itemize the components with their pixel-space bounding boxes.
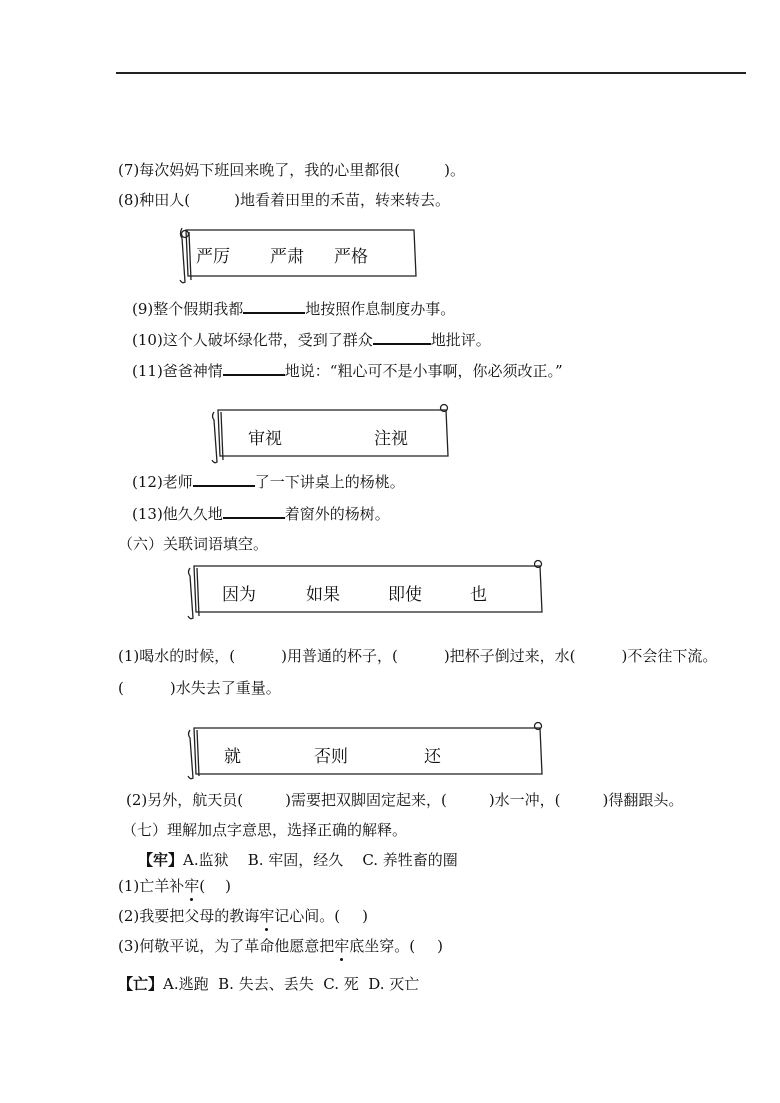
header-rule <box>116 72 746 74</box>
section-7-title: （七）理解加点字意思，选择正确的解释。 <box>122 821 408 839</box>
word-option: 还 <box>424 747 441 767</box>
word-option: 严厉 <box>196 247 230 267</box>
question-11: (11)爸爸神情 地说：“粗心可不是小事啊，你必须改正。” <box>132 362 563 380</box>
word-option: 否则 <box>314 747 348 767</box>
answer-blank[interactable] <box>193 471 255 487</box>
word-scroll-1 <box>176 222 420 284</box>
wang-definitions: 【亡】A.逃跑 B. 失去、丢失 C. 死 D. 灭亡 <box>118 975 420 993</box>
scroll-frame-icon <box>208 402 452 464</box>
section-6-question-2: (2)另外，航天员( )需要把双脚固定起来，( )水一冲，( )得翻跟头。 <box>126 791 684 809</box>
question-9: (9)整个假期我都 地按照作息制度办事。 <box>132 300 456 318</box>
emphasis-dot-char: 牢 <box>259 907 275 925</box>
section-6-question-1: (1)喝水的时候，( )用普通的杯子，( )把杯子倒过来，水( )不会往下流。 <box>118 647 718 665</box>
word-option: 注视 <box>374 429 408 449</box>
word-option: 如果 <box>306 585 340 605</box>
question-8: (8)种田人( )地看着田里的禾苗，转来转去。 <box>118 191 450 209</box>
word-option: 也 <box>470 585 487 605</box>
question-10: (10)这个人破坏绿化带，受到了群众 地批评。 <box>132 331 491 349</box>
question-12: (12)老师 了一下讲桌上的杨桃。 <box>132 473 405 491</box>
word-option: 因为 <box>222 585 256 605</box>
section-6-title: （六）关联词语填空。 <box>118 535 269 553</box>
question-7: (7)每次妈妈下班回来晚了，我的心里都很( )。 <box>118 161 465 179</box>
word-scroll-2 <box>208 402 452 464</box>
word-option: 即使 <box>388 585 422 605</box>
answer-blank[interactable] <box>223 503 285 519</box>
emphasis-dot-char: 牢 <box>184 877 200 895</box>
word-scroll-4 <box>184 718 548 780</box>
word-option: 严肃 <box>270 247 304 267</box>
emphasis-dot-char: 牢 <box>334 937 350 955</box>
word-option: 就 <box>224 747 241 767</box>
answer-blank[interactable] <box>243 298 305 314</box>
lao-question-3: (3)何敬平说，为了革命他愿意把牢底坐穿。( ) <box>118 937 443 955</box>
question-13: (13)他久久地 着窗外的杨树。 <box>132 505 390 523</box>
word-scroll-3 <box>184 558 548 620</box>
answer-blank[interactable] <box>223 360 285 376</box>
section-6-question-1-cont: ( )水失去了重量。 <box>118 679 281 697</box>
answer-blank[interactable] <box>373 329 431 345</box>
lao-question-2: (2)我要把父母的教诲牢记心间。( ) <box>118 907 368 925</box>
lao-question-1: (1)亡羊补牢( ) <box>118 877 231 895</box>
word-option: 严格 <box>334 247 368 267</box>
word-option: 审视 <box>248 429 282 449</box>
lao-definitions: 【牢】A.监狱 B. 牢固，经久 C. 养牲畜的圈 <box>138 851 458 869</box>
